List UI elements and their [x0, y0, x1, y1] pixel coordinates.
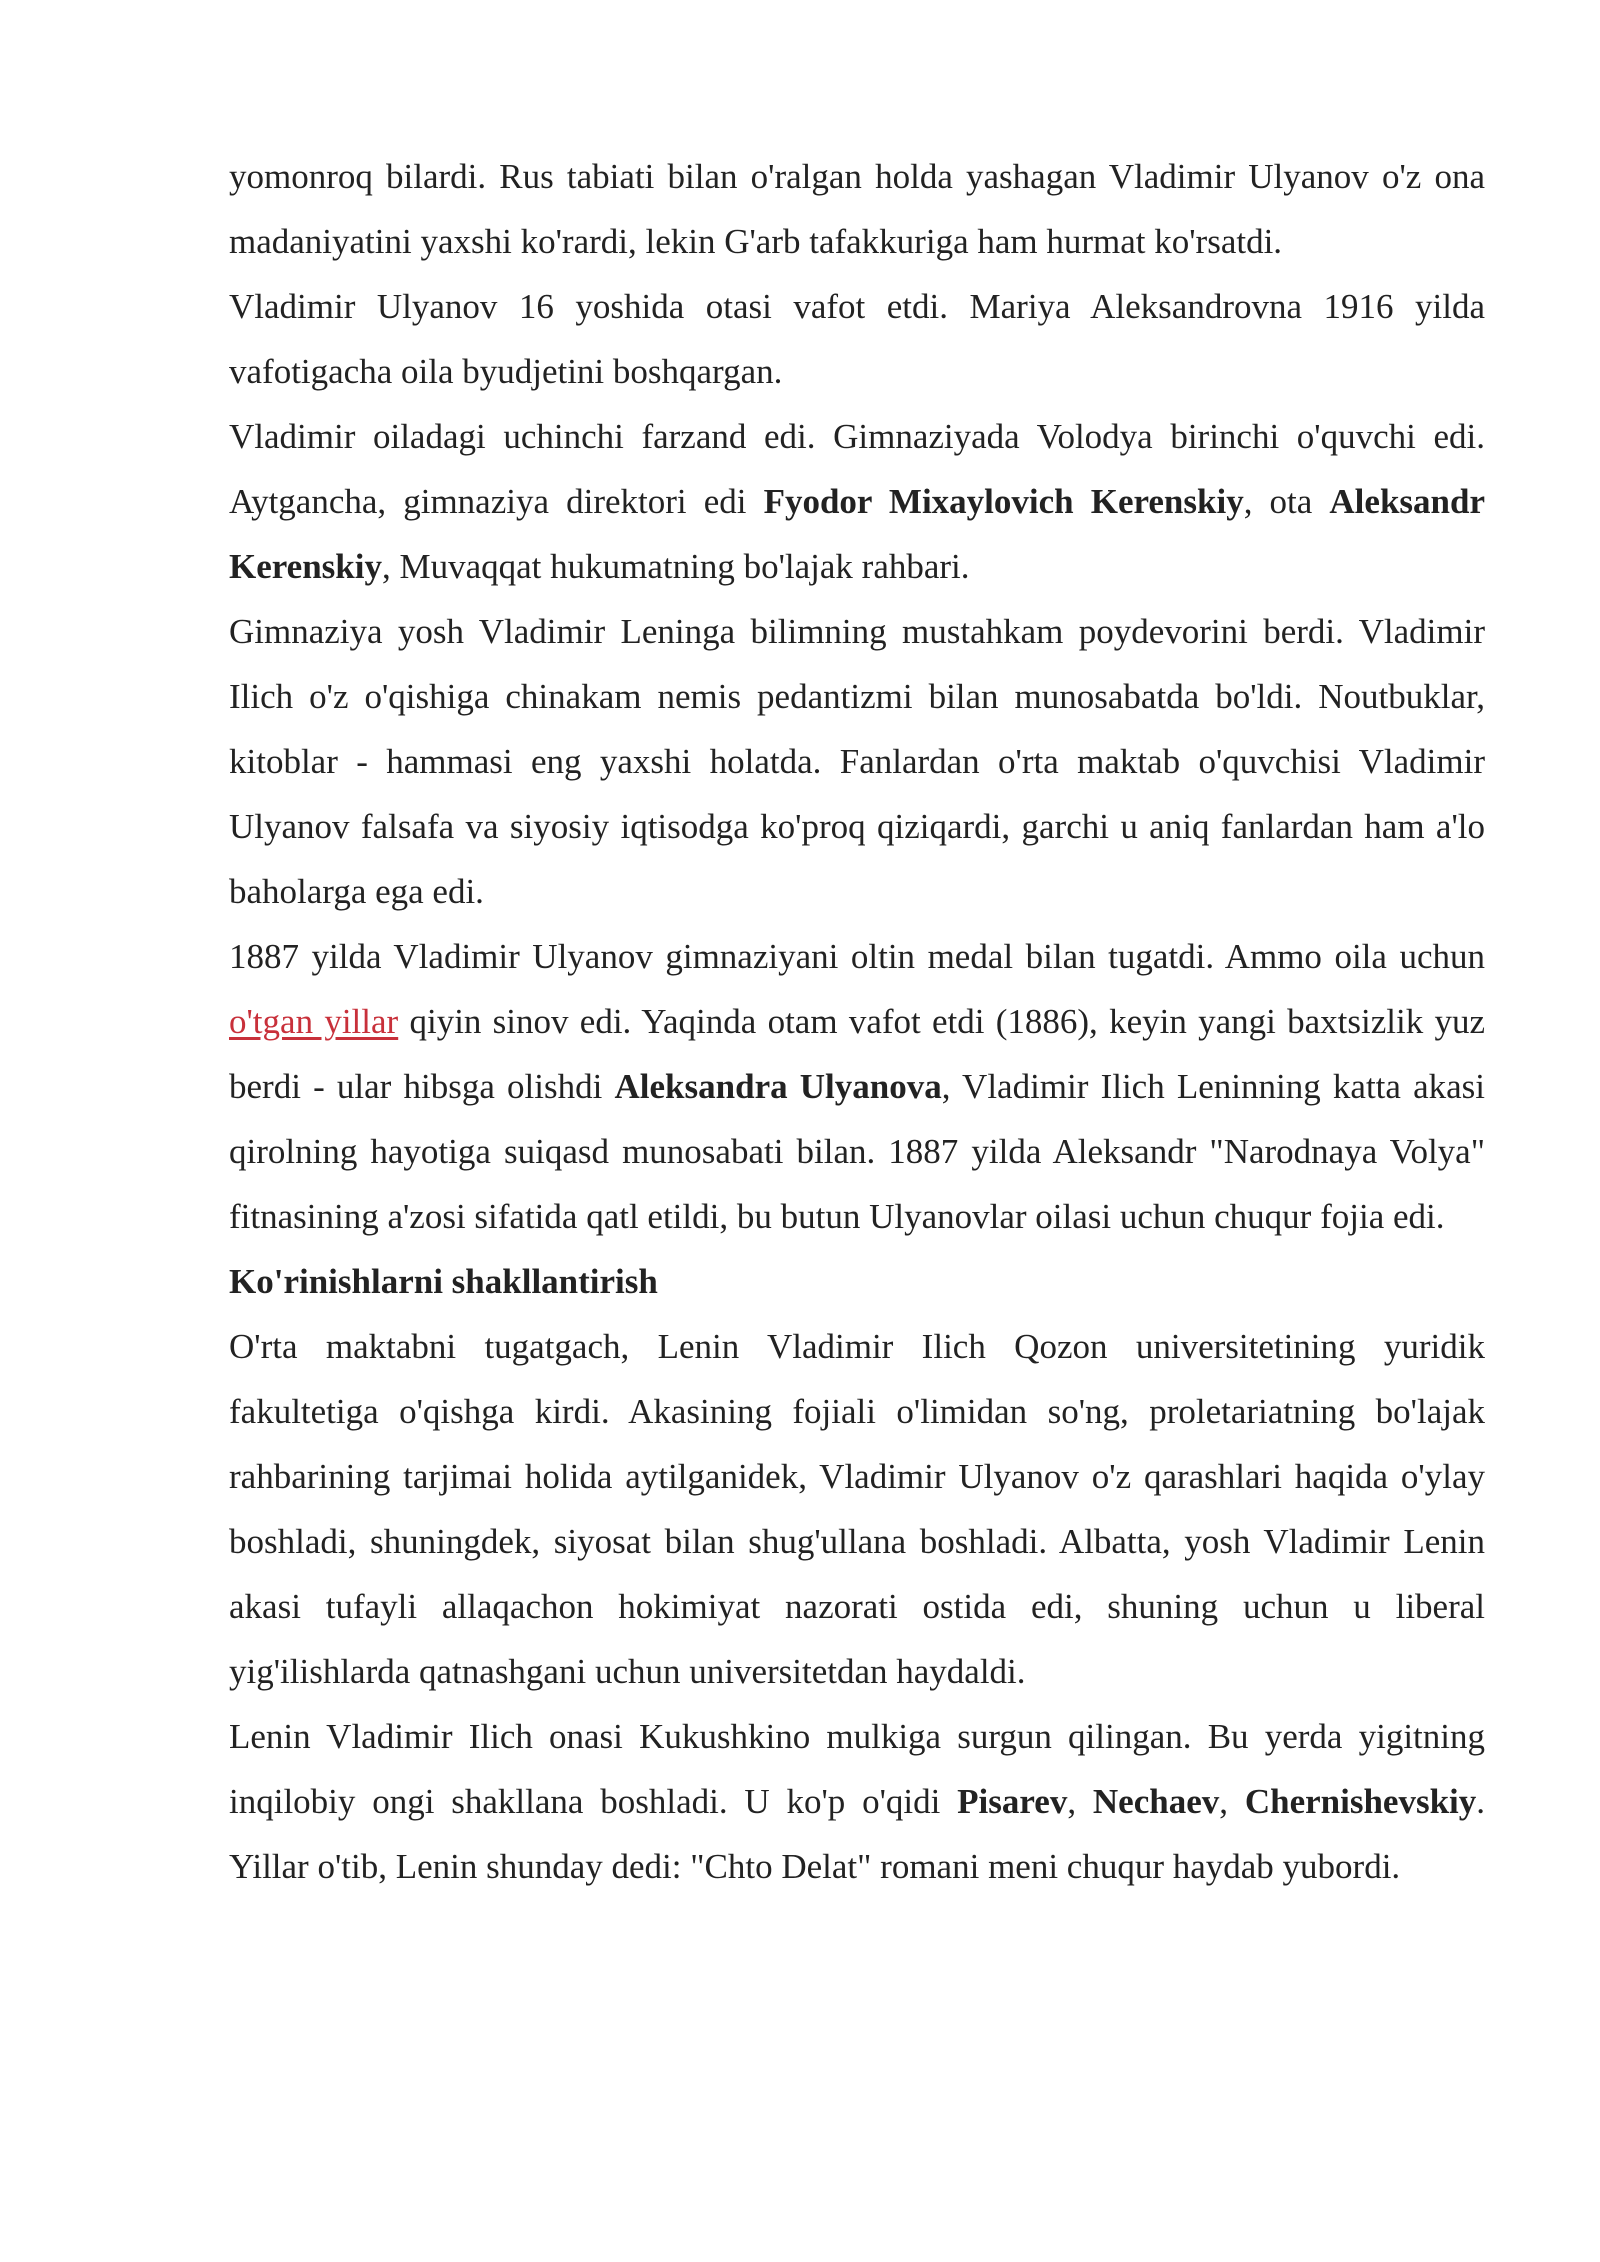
paragraph-5-text-2: qiyin sinov edi. Yaqinda otam vafot etdi (1886), keyin yangi baxtsizlik yuz berdi - ular hibsga olishdi — [229, 1002, 1485, 1106]
paragraph-5-text-1: 1887 yilda Vladimir Ulyanov gimnaziyani oltin medal bilan tugatdi. Ammo oila uchun — [229, 937, 1485, 976]
name-chernishevskiy: Chernishevskiy — [1244, 1782, 1477, 1821]
name-nechaev: Nechaev — [1092, 1782, 1220, 1821]
paragraph-4 — [229, 599, 1485, 924]
paragraph-6-text: O'rta maktabni tugatgach, Lenin Vladimir Ilich Qozon universitetining yuridik fakultetiga o'qishga kirdi. Akasining fojiali o'limidan so'ng, proletariatning bo'lajak rahbarining tarjimai holida aytilganidek, Vladimir Ulyanov o'z qarashlari haqida o'ylay boshladi, shuningdek, siyosat bilan shug'ullana boshladi. Albatta, yosh Vladimir Lenin akasi tufayli allaqachon hokimiyat nazorati ostida edi, shuning uchun u liberal yig'ilishlarda qatnashgani uchun universitetdan haydaldi. — [229, 1327, 1485, 1691]
paragraph-2 — [229, 274, 1485, 404]
paragraph-2-text: Vladimir Ulyanov 16 yoshida otasi vafot etdi. Mariya Aleksandrovna 1916 yilda vafotigacha oila byudjetini boshqargan. — [229, 287, 1485, 391]
section-heading: Ko'rinishlarni shakllantirish — [229, 1262, 658, 1301]
paragraph-7-text-2: . Yillar o'tib, Lenin shunday dedi: "Chto Delat" romani meni chuqur haydab yubordi. — [229, 1782, 1486, 1886]
paragraph-1 — [229, 144, 1485, 274]
paragraph-5-text-3: , Vladimir Ilich Leninning katta akasi qirolning hayotiga suiqasd munosabati bilan. 1887 yilda Aleksandr "Narodnaya Volya" fitnasining a'zosi sifatida qatl etildi, bu butun Ulyanovlar oilasi uchun chuqur fojia edi. — [229, 1067, 1486, 1236]
paragraph-4-text: Gimnaziya yosh Vladimir Leninga bilimning mustahkam poydevorini berdi. Vladimir Ilich o'z o'qishiga chinakam nemis pedantizmi bilan munosabatda bo'ldi. Noutbuklar, kitoblar - hammasi eng yaxshi holatda. Fanlardan o'rta maktab o'quvchisi Vladimir Ulyanov falsafa va siyosiy iqtisodga ko'proq qiziqardi, garchi u aniq fanlardan ham a'lo baholarga ega edi. — [229, 612, 1485, 911]
paragraph-3-text-3: , Muvaqqat hukumatning bo'lajak rahbari. — [381, 547, 970, 586]
paragraph-1-text: yomonroq bilardi. Rus tabiati bilan o'ralgan holda yashagan Vladimir Ulyanov o'z ona madaniyatini yaxshi ko'rardi, lekin G'arb tafakkuriga ham hurmat ko'rsatdi. — [229, 157, 1485, 261]
name-aleksandr-kerenskiy: Aleksandr Kerenskiy — [229, 482, 1485, 586]
separator-1: , — [1067, 1782, 1093, 1821]
paragraph-6 — [229, 1314, 1485, 1704]
paragraph-3-text-2: , ota — [1243, 482, 1330, 521]
document-page — [229, 144, 1485, 1899]
name-pisarev: Pisarev — [957, 1782, 1068, 1821]
paragraph-5 — [229, 924, 1485, 1249]
separator-2: , — [1219, 1782, 1245, 1821]
paragraph-3-text-1: Vladimir oiladagi uchinchi farzand edi. Gimnaziyada Volodya birinchi o'quvchi edi. Aytgancha, gimnaziya direktori edi — [229, 417, 1485, 521]
name-fyodor-kerenskiy: Fyodor Mixaylovich Kerenskiy — [763, 482, 1244, 521]
paragraph-7 — [229, 1704, 1485, 1899]
paragraph-3 — [229, 404, 1485, 599]
paragraph-7-text-1: Lenin Vladimir Ilich onasi Kukushkino mulkiga surgun qilingan. Bu yerda yigitning inqilobiy ongi shakllana boshladi. U ko'p o'qidi — [229, 1717, 1485, 1821]
name-aleksandra-ulyanova: Aleksandra Ulyanova — [614, 1067, 942, 1106]
otgan-yillar-link[interactable]: o'tgan yillar — [229, 1002, 399, 1041]
